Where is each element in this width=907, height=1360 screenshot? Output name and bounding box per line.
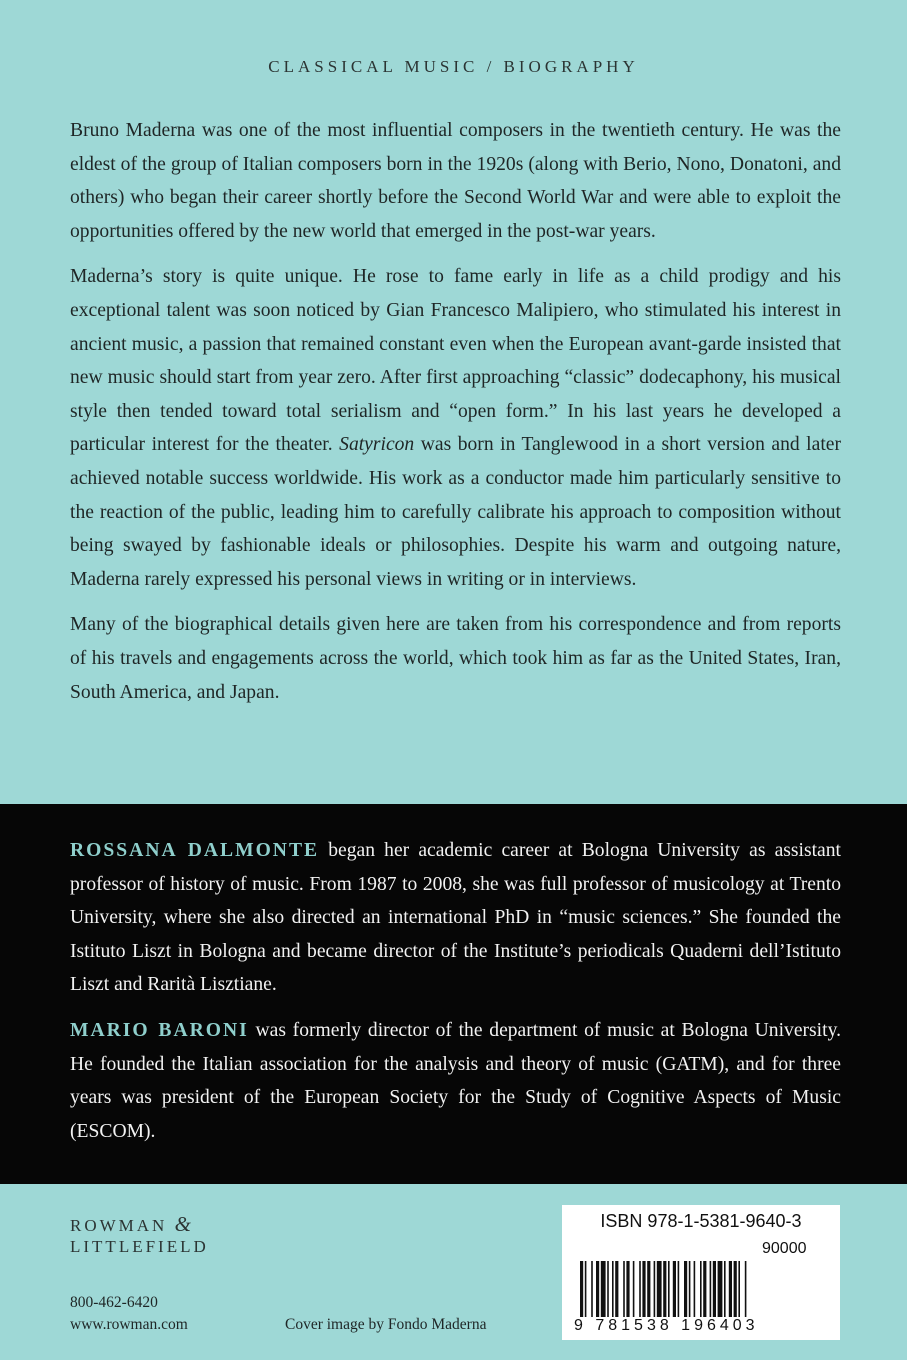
author-name-baroni: MARIO BARONI bbox=[70, 1019, 249, 1041]
book-description bbox=[70, 114, 841, 721]
barcode-bar bbox=[703, 1261, 706, 1317]
description-paragraph-2-part-a: Maderna’s story is quite unique. He rose to fame early in life as a child prodigy and his exceptional talent was soon noticed by Gian Francesco Malipiero, who stimulated his interest in ancient music, a passion that remained constant even when the European avant-garde insisted that new music should start from year zero. After first approaching “classic” dodecaphony, his musical style then tended toward total serialism and “open form.” In his last years he developed a particular interest for the theater. bbox=[70, 266, 841, 456]
description-paragraph-1: Bruno Maderna was one of the most influential composers in the twentieth century. He was the eldest of the group of Italian composers born in the 1920s (along with Berio, Nono, Donatoni, and others) who began their career shortly before the Second World War and were able to exploit the opportunities offered by the new world that emerged in the post-war years. bbox=[70, 120, 841, 242]
barcode-bar bbox=[673, 1261, 676, 1317]
barcode-bar bbox=[738, 1261, 740, 1317]
barcode-bar bbox=[615, 1261, 618, 1317]
author-bio-baroni bbox=[70, 1014, 841, 1148]
barcode-bar bbox=[684, 1261, 687, 1317]
back-cover-footer bbox=[0, 1184, 907, 1360]
isbn-number: ISBN 978-1-5381-9640-3 bbox=[600, 1211, 802, 1231]
barcode-icon bbox=[580, 1261, 822, 1317]
barcode-bar bbox=[678, 1261, 680, 1317]
barcode-bar bbox=[724, 1261, 726, 1317]
barcode-bar bbox=[612, 1261, 614, 1317]
barcode-bar bbox=[710, 1261, 712, 1317]
barcode-bar bbox=[596, 1261, 599, 1317]
barcode-bar bbox=[689, 1261, 691, 1317]
category-label: CLASSICAL MUSIC / BIOGRAPHY bbox=[268, 57, 639, 76]
barcode-bar bbox=[668, 1261, 670, 1317]
barcode-bar bbox=[657, 1261, 662, 1317]
barcode-bar bbox=[694, 1261, 696, 1317]
barcode-bar bbox=[729, 1261, 732, 1317]
barcode-bar bbox=[654, 1261, 656, 1317]
barcode-bar bbox=[713, 1261, 716, 1317]
price-code: 90000 bbox=[762, 1240, 807, 1257]
barcode-bar bbox=[647, 1261, 650, 1317]
barcode-bar bbox=[591, 1261, 593, 1317]
author-name-dalmonte: ROSSANA DALMONTE bbox=[70, 840, 320, 861]
author-bio-dalmonte bbox=[70, 834, 841, 1002]
satyricon-title: Satyricon bbox=[339, 434, 415, 456]
barcode-bar bbox=[585, 1261, 587, 1317]
barcode-bar bbox=[639, 1261, 641, 1317]
author-bio-dalmonte-text: began her academic career at Bologna University as assistant professor of history of music. From 1987 to 2008, she was full professor of musicology at Trento University, where she also directed an international PhD in “music sciences.” She founded the Istituto Liszt in Bologna and became director of the Institute’s periodicals Quaderni dell’Istituto Liszt and Rarità Lisztiane. bbox=[70, 840, 841, 996]
barcode-bar bbox=[734, 1261, 737, 1317]
publisher-name-line2: LITTLEFIELD bbox=[70, 1237, 209, 1256]
barcode-bar bbox=[745, 1261, 747, 1317]
author-bio-baroni-text: was formerly director of the department of music at Bologna University. He founded the Italian association for the analysis and theory of music (GATM), and for three years was president of the European Society for the Study of Cognitive Aspects of Music (ESCOM). bbox=[70, 1019, 841, 1142]
cover-image-credit: Cover image by Fondo Maderna bbox=[285, 1316, 487, 1333]
isbn-barcode-box bbox=[562, 1205, 840, 1340]
barcode-bar bbox=[626, 1261, 629, 1317]
publisher-ampersand: & bbox=[174, 1212, 191, 1236]
barcode-bar bbox=[633, 1261, 635, 1317]
barcode-bar bbox=[663, 1261, 666, 1317]
author-bios-panel bbox=[0, 804, 907, 1184]
barcode-bar bbox=[607, 1261, 609, 1317]
publisher-phone: 800-462-6420 bbox=[70, 1294, 158, 1311]
description-paragraph-2 bbox=[70, 260, 841, 596]
barcode-bar bbox=[601, 1261, 606, 1317]
publisher-logo bbox=[70, 1214, 209, 1257]
description-paragraph-2-part-b: was born in Tanglewood in a short version and later achieved notable success worldwide. His work as a conductor made him particularly sensitive to the reaction of the public, leading him to carefully calibrate his approach to composition without being swayed by fashionable ideals or philosophies. Despite his warm and outgoing nature, Maderna rarely expressed his personal views in writing or in interviews. bbox=[70, 434, 841, 590]
barcode-bar bbox=[642, 1261, 645, 1317]
description-paragraph-3: Many of the biographical details given here are taken from his correspondence and from reports of his travels and engagements across the world, which took him as far as the United States, Iran, South America, and Japan. bbox=[70, 614, 841, 703]
publisher-name-line1: ROWMAN bbox=[70, 1216, 168, 1235]
barcode-bar bbox=[700, 1261, 702, 1317]
publisher-website: www.rowman.com bbox=[70, 1316, 188, 1333]
barcode-bar bbox=[718, 1261, 723, 1317]
barcode-bar bbox=[623, 1261, 625, 1317]
barcode-bar bbox=[580, 1261, 583, 1317]
barcode-digits: 9 781538 196403 bbox=[574, 1317, 759, 1334]
